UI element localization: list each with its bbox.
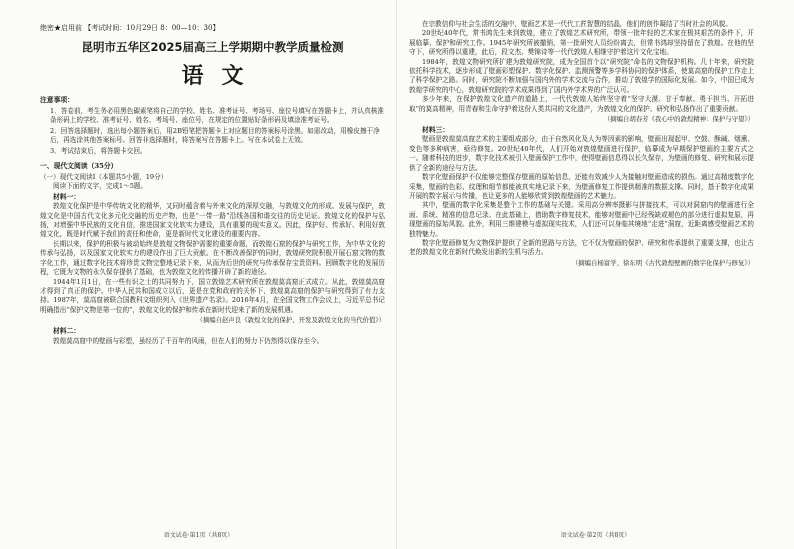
note-1: 1．答卷前，考生务必用黑色碳素笔将自己的学校、姓名、准考证号、考场号、座位号填写在答题卡上，并认真核准条形码上的学校、准考证号、姓名、考场号、座位号，在规定的位置贴好条形码及填涂准考证号。 [50,107,384,125]
note-3: 3．考试结束后，将答题卡交回。 [50,146,147,155]
reading-instruction: 阅读下面的文字，完成1～5题。 [53,182,148,191]
material-2-label: 材料二： [53,327,81,336]
section-1-heading: 一、现代文阅读（35分） [40,162,118,171]
subject-title: 语文 [181,63,262,89]
material-3-para: 数字化壁画修复为文物保护提供了全新的思路与方法，它不仅为壁画的保护、研究和传承提供了重要支撑，也让古老的敦煌文化在新时代焕发出新的生机与活力。 [409,238,754,257]
notes-header: 注意事项： [40,96,74,104]
material-1-para: 敦煌文化保护是中华传统文化的精华，又同时蕴含着与外来文化的深厚交融，与敦煌文化的形成、发展与保护，敦煌文化是中国古代文化多元化交融的历史产物，也是“一带一路”沿线各国和谐交往的历史见证。敦煌文化的保护与弘扬，对增强中华民族的文化自信，推进国家文化软实力建设，具有重要的现实意义。因此，保护好、传承好、利用好敦煌文化，既是时代赋予我们的责任和使命，更是新时代文化建设的重要内容。 [40,202,385,239]
material-2-source: （摘编自胡春芳《我心中的敦煌精神：保护与守望》） [603,115,754,124]
material-3-label: 材料三： [422,126,450,135]
material-3-para: 壁画是敦煌莫高窟艺术的主要组成部分，由于自然风化及人为等因素的影响，壁画出现起甲、空鼓、酥碱、烟熏、变色等多种病害，亟待修复。20世纪40年代，人们开始对敦煌壁画进行保护，临摹成为早期保护壁画的主要方式之一。随着科技的进步，数字化技术被引入壁画保护工作中，使得壁画信息得以长久保存，为壁画的修复、研究和展示提供了全新的途径与方法。 [409,135,754,172]
material-2-para: 20世纪40年代，常书鸿先生来到敦煌，建立了敦煌艺术研究所，带领一批年轻的艺术家在极其艰苦的条件下，开展临摹、保护和研究工作。1945年研究所被撤销，第一批研究人员纷纷离去，但常书鸿却坚持留在了敦煌。在他的坚守下，研究所得以重建，此后，段文杰、樊锦诗等一代代敦煌人相继守护着这片文化宝地。 [409,29,754,57]
page-footer-left: 语文试卷·第1页（共8页） [163,532,234,539]
exam-title: 昆明市五华区2025届高三上学期期中教学质量检测 [81,40,344,54]
page-footer-right: 语文试卷·第2页（共8页） [560,532,631,539]
confidential-line: 绝密★启用前 【考试时间：10月29日 8：00—10：30】 [40,24,220,32]
page-right [397,0,794,549]
material-3-para: 数字化壁画保护不仅能够完整保存壁画的原始信息，还能有效减少人为接触对壁画造成的损伤。通过高精度数字化采集，壁画的色彩、纹理和细节都能被真实地记录下来，为壁画修复工作提供精准的数据支撑。同时，基于数字化成果开展的数字展示与传播，也让更多的人能够欣赏到敦煌壁画的艺术魅力。 [409,173,754,200]
material-3-source: （摘编自杨富学、徐东明《古代敦煌壁画的数字化保护与修复》） [571,258,754,267]
material-2-para: 1984年，敦煌文物研究所扩建为敦煌研究院，成为全国首个以“研究院”命名的文物保护机构。几十年来，研究院依托科学技术，逐步形成了壁画彩塑保护、数字化保护、监测预警等多学科协同的保护体系，使莫高窟的保护工作走上了科学保护之路。同时，研究院不断加强与国内外的学术交流与合作，推动了敦煌学的国际化发展。如今，中国已成为敦煌学研究的中心，敦煌研究院的学术成果得到了国内外学术界的广泛认可。 [409,57,754,94]
material-1-label: 材料一： [53,192,81,201]
material-1-source: （摘编自赵声良《敦煌文化的保护、开发及敦煌文化的当代价值》） [196,316,385,325]
note-2: 2．回答选择题时，选出每小题答案后，用2B铅笔把答题卡上对应题目的答案标号涂黑。如需改动，用橡皮擦干净后，再选涂其他答案标号。回答非选择题时，将答案写在答题卡上。写在本试卷上无效。 [50,126,380,145]
material-2-para: 在宗教信仰与社会生活的交融中，壁画艺术是一代代工匠智慧的结晶，他们的创作凝结了当时社会的风貌。 [422,20,732,28]
material-2-para: 敦煌莫高窟中的壁画与彩塑，虽经历了千百年的风雨，但在人们的努力下仍然得以保存至今。 [53,336,324,345]
material-2-para: 多少年来，在保护敦煌文化遗产的道路上，一代代敦煌人始终坚守着“坚守大漠、甘于奉献、勇于担当、开拓进取”的莫高精神，用青春和生命守护着这份人类共同的文化遗产，为敦煌文化的保护、研究和弘扬作出了重要贡献。 [409,95,754,113]
material-1-para: 长期以来，保护的积极与被动始终是敦煌文物保护需要的重要命题，而敦煌石窟的保护与研究工作，为中华文化的传承与弘扬，以及国家文化软实力的建设作出了巨大贡献。在不断改善保护的同时，敦煌研究院积极开展石窟文物的数字化工作，通过数字化技术将珍贵文物完整地记录下来，从而为后世的研究与传承保存宝贵资料。回顾数字化的发展历程，它既为文物的永久保存提供了基础，也为敦煌文化的传播开辟了新的途径。 [40,239,385,277]
material-3-para: 其中，壁画的数字化采集是整个工作的基础与关键。采用高分辨率摄影与拼接技术，可以对洞窟内的壁画进行全面、系统、精准的信息记录。在此基础上，借助数字修复技术，能够对壁画中已经残缺或褪色的部分进行虚拟复原，再现壁画的原始风貌。此外，利用三维建模与虚拟现实技术，人们还可以身临其境地“走进”洞窟，近距离感受壁画艺术的独特魅力。 [409,201,754,238]
section-1a-heading: （一）现代文阅读Ⅰ（本题共5小题，19分） [40,173,168,182]
material-1-para: 1944年1月1日，在一些有识之士的共同努力下，国立敦煌艺术研究所在敦煌莫高窟正式成立。从此，敦煌莫高窟才得到了真正的保护。中华人民共和国成立以后，更是在党和政府的关怀下，敦煌莫高窟的保护与研究得到了有力支持。1987年，莫高窟被联合国教科文组织列入《世界遗产名录》。2016年4月，在全国文物工作会议上，习近平总书记明确指出“保护文物是第一位的”，敦煌文化的保护和传承在新时代迎来了新的发展机遇。 [40,277,385,314]
